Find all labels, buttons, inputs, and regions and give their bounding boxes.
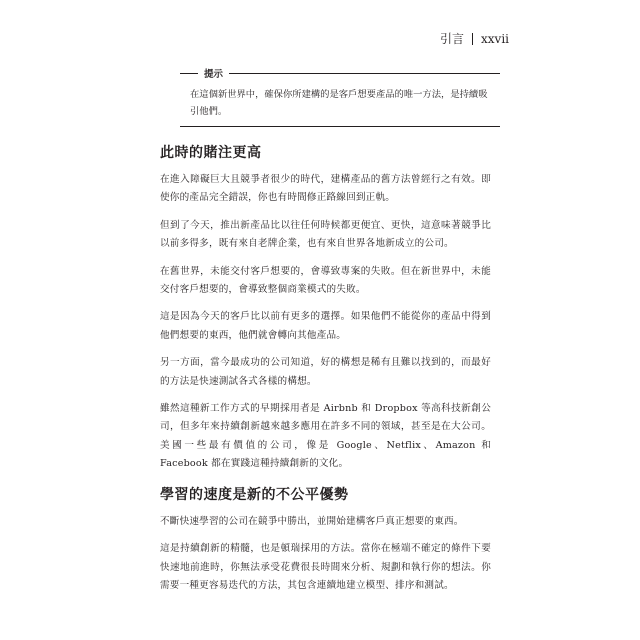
paragraph: 另一方面，當今最成功的公司知道，好的構想是稀有且難以找到的，而最好的方法是快速測試各式各樣的構想。	[160, 357, 491, 387]
paragraph: 雖然這種新工作方式的早期採用者是 Airbnb 和 Dropbox 等高科技新創公司，但多年來持續創新越來越多應用在許多不同的領域，甚至是在大公司。美國一些最有價值的公司，像是 Google、Netflix、Amazon 和 Facebook 都在實踐這種持續創新的文化。	[160, 403, 491, 470]
header-section: 引言	[439, 32, 464, 46]
running-header	[440, 30, 509, 47]
paragraph: 不斷快速學習的公司在競爭中勝出，並開始建構客戶真正想要的東西。	[160, 515, 464, 527]
tip-label: 提示	[204, 69, 224, 80]
tip-box	[180, 66, 500, 127]
tip-rule-bottom	[180, 126, 500, 127]
page-number: xxvii	[481, 31, 509, 46]
tip-text: 在這個新世界中，確保你所建構的是客戶想要產品的唯一方法，是持續吸引他們。	[190, 89, 488, 117]
tip-rule-left	[180, 73, 198, 74]
section-heading: 學習的速度是新的不公平優勢	[160, 486, 349, 503]
paragraph: 這是持續創新的精髓，也是頓瑞採用的方法。當你在極端不確定的條件下要快速地前進時，你無法承受花費很長時間來分析、規劃和執行你的想法。你需要一種更容易迭代的方法，其包含連續地建立模型、排序和測試。	[160, 543, 491, 591]
paragraph: 這是因為今天的客戶比以前有更多的選擇。如果他們不能從你的產品中得到他們想要的東西，他們就會轉向其他產品。	[160, 311, 491, 341]
main-content	[160, 142, 491, 604]
section-heading: 此時的賭注更高	[160, 145, 262, 161]
paragraph: 在舊世界，未能交付客戶想要的，會導致專案的失敗。但在新世界中，未能交付客戶想要的，會導致整個商業模式的失敗。	[160, 265, 491, 296]
paragraph: 在進入障礙巨大且競爭者很少的時代，建構產品的舊方法曾經行之有效。即使你的產品完全錯誤，你也有時間修正路線回到正軌。	[160, 174, 491, 204]
header-divider	[472, 33, 473, 45]
tip-rule-right	[229, 73, 500, 74]
paragraph: 但到了今天，推出新產品比以往任何時候都更便宜、更快，這意味著競爭比以前多得多，既有來自老牌企業，也有來自世界各地新成立的公司。	[160, 219, 491, 250]
tip-label-row	[180, 66, 500, 80]
